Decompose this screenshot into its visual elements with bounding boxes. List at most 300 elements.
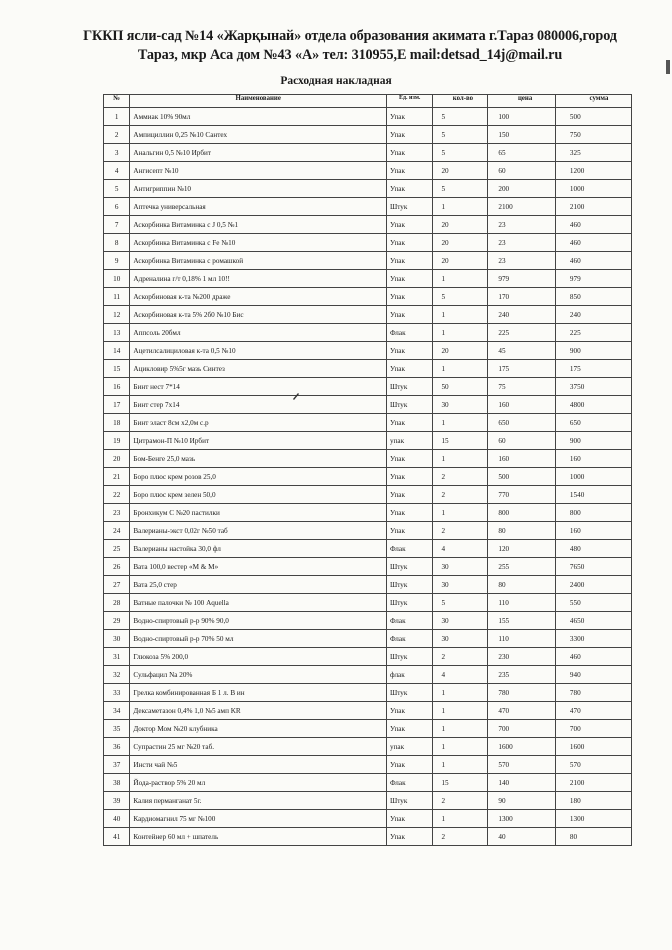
table-row [104,576,632,594]
cell-unit: Упак [386,252,432,270]
cell-qty: 2 [433,648,488,666]
table-row [104,774,632,792]
cell-num: 7 [104,216,130,234]
cell-unit: Штук [386,378,432,396]
cell-unit: Упак [386,720,432,738]
cell-unit: Упак [386,162,432,180]
cell-num: 2 [104,126,130,144]
cell-sum: 3300 [555,630,631,648]
cell-sum: 460 [555,216,631,234]
table-row [104,666,632,684]
cell-num: 11 [104,288,130,306]
cell-price: 1600 [488,738,556,756]
cell-unit: Упак [386,108,432,126]
cell-price: 470 [488,702,556,720]
cell-unit: Упак [386,306,432,324]
cell-price: 23 [488,234,556,252]
cell-sum: 225 [555,324,631,342]
cell-num: 14 [104,342,130,360]
cell-unit: Штук [386,198,432,216]
cell-price: 90 [488,792,556,810]
cell-name: Валерианы-экст 0,02г №50 таб [130,522,387,540]
table-row [104,396,632,414]
cell-name: Бинт нест 7*14 [130,378,387,396]
cell-price: 770 [488,486,556,504]
cell-num: 33 [104,684,130,702]
cell-price: 979 [488,270,556,288]
cell-num: 16 [104,378,130,396]
cell-price: 225 [488,324,556,342]
table-row [104,468,632,486]
cell-num: 1 [104,108,130,126]
table-row [104,540,632,558]
cell-name: Валерианы настойка 30,0 фл [130,540,387,558]
cell-unit: упак [386,432,432,450]
table-row [104,684,632,702]
cell-qty: 5 [433,180,488,198]
cell-name: Бом-Бенге 25,0 мазь [130,450,387,468]
cell-name: Контейнер 60 мл + шпатель [130,828,387,846]
cell-name: Аскорбинка Витаминка с ромашкой [130,252,387,270]
cell-num: 40 [104,810,130,828]
cell-price: 120 [488,540,556,558]
cell-unit: Флак [386,774,432,792]
table-row [104,162,632,180]
cell-sum: 700 [555,720,631,738]
cell-sum: 80 [555,828,631,846]
table-row [104,810,632,828]
cell-qty: 1 [433,360,488,378]
cell-qty: 2 [433,468,488,486]
cell-qty: 1 [433,270,488,288]
table-header-row [104,95,632,108]
table-row [104,216,632,234]
cell-price: 100 [488,108,556,126]
cell-num: 20 [104,450,130,468]
cell-sum: 940 [555,666,631,684]
table-row [104,558,632,576]
cell-unit: Упак [386,504,432,522]
cell-name: Аптечка универсальная [130,198,387,216]
cell-name: Бинт эласт 8см х2,0м с.р [130,414,387,432]
cell-name: Инсти чай №5 [130,756,387,774]
cell-num: 12 [104,306,130,324]
cell-price: 75 [488,378,556,396]
cell-qty: 5 [433,144,488,162]
table-row [104,414,632,432]
cell-price: 200 [488,180,556,198]
table-row [104,144,632,162]
table-row [104,720,632,738]
cell-qty: 1 [433,702,488,720]
cell-sum: 7650 [555,558,631,576]
cell-name: Боро плюс крем розов 25,0 [130,468,387,486]
cell-name: Ацикловир 5%5г мазь Синтез [130,360,387,378]
cell-price: 780 [488,684,556,702]
col-name-header: Наименование [130,95,387,108]
cell-sum: 500 [555,108,631,126]
col-number-header: № [104,95,130,108]
cell-sum: 800 [555,504,631,522]
cell-price: 235 [488,666,556,684]
cell-sum: 240 [555,306,631,324]
table-row [104,234,632,252]
cell-sum: 325 [555,144,631,162]
cell-sum: 480 [555,540,631,558]
cell-name: Боро плюс крем зелен 50,0 [130,486,387,504]
cell-name: Кардиомагнил 75 мг №100 [130,810,387,828]
cell-num: 17 [104,396,130,414]
cell-qty: 30 [433,396,488,414]
cell-qty: 1 [433,306,488,324]
cell-num: 19 [104,432,130,450]
cell-name: Ангисепт №10 [130,162,387,180]
cell-num: 36 [104,738,130,756]
cell-unit: Упак [386,144,432,162]
cell-qty: 1 [433,450,488,468]
table-row [104,486,632,504]
cell-qty: 20 [433,162,488,180]
cell-num: 27 [104,576,130,594]
table-row [104,738,632,756]
cell-name: Аскорбиновая к-та №200 драже [130,288,387,306]
cell-sum: 570 [555,756,631,774]
table-row [104,756,632,774]
table-row [104,702,632,720]
cell-price: 65 [488,144,556,162]
table-row [104,360,632,378]
table-row [104,648,632,666]
cell-qty: 1 [433,414,488,432]
scan-edge-mark [666,60,670,74]
cell-qty: 20 [433,342,488,360]
cell-sum: 2100 [555,198,631,216]
cell-qty: 4 [433,540,488,558]
cell-sum: 1200 [555,162,631,180]
cell-sum: 900 [555,342,631,360]
cell-price: 45 [488,342,556,360]
col-unit-header: Ед. изм. [386,95,432,108]
cell-num: 32 [104,666,130,684]
cell-qty: 2 [433,522,488,540]
cell-num: 22 [104,486,130,504]
cell-sum: 460 [555,234,631,252]
table-row [104,792,632,810]
table-row [104,522,632,540]
cell-unit: Упак [386,180,432,198]
cell-price: 570 [488,756,556,774]
cell-qty: 2 [433,828,488,846]
cell-num: 29 [104,612,130,630]
cell-price: 240 [488,306,556,324]
document-title: Расходная накладная [280,75,392,87]
cell-unit: Упак [386,756,432,774]
cell-sum: 180 [555,792,631,810]
cell-qty: 5 [433,288,488,306]
cell-price: 175 [488,360,556,378]
cell-qty: 50 [433,378,488,396]
table-row [104,180,632,198]
table-body [104,108,632,846]
cell-sum: 1300 [555,810,631,828]
cell-qty: 15 [433,432,488,450]
cell-name: Аскорбинка Витаминка с Fe №10 [130,234,387,252]
table-row [104,630,632,648]
cell-qty: 30 [433,630,488,648]
cell-price: 650 [488,414,556,432]
cell-num: 21 [104,468,130,486]
cell-price: 160 [488,450,556,468]
cell-num: 13 [104,324,130,342]
cell-num: 41 [104,828,130,846]
cell-unit: Упак [386,522,432,540]
cell-price: 150 [488,126,556,144]
col-qty-header: кол-во [433,95,488,108]
cell-num: 8 [104,234,130,252]
cell-num: 25 [104,540,130,558]
cell-sum: 460 [555,252,631,270]
cell-unit: Упак [386,450,432,468]
cell-sum: 160 [555,450,631,468]
cell-qty: 4 [433,666,488,684]
cell-sum: 780 [555,684,631,702]
cell-name: Анальгин 0,5 №10 Ирбит [130,144,387,162]
cell-unit: Упак [386,486,432,504]
table-row [104,504,632,522]
cell-qty: 30 [433,576,488,594]
cell-sum: 650 [555,414,631,432]
cell-unit: флак [386,666,432,684]
cell-qty: 20 [433,216,488,234]
cell-price: 80 [488,522,556,540]
col-price-header: цена [488,95,556,108]
cell-price: 155 [488,612,556,630]
cell-unit: Упак [386,216,432,234]
cell-sum: 3750 [555,378,631,396]
cell-unit: Штук [386,792,432,810]
cell-unit: Упак [386,234,432,252]
cell-num: 28 [104,594,130,612]
cell-qty: 20 [433,234,488,252]
cell-name: Вата 25,0 стер [130,576,387,594]
cell-name: Бинт стер 7х14 [130,396,387,414]
col-sum-header: сумма [555,95,631,108]
cell-qty: 30 [433,612,488,630]
cell-qty: 2 [433,486,488,504]
table-row [104,828,632,846]
table-row [104,198,632,216]
cell-qty: 5 [433,108,488,126]
cell-unit: Упак [386,468,432,486]
cell-unit: Флак [386,612,432,630]
cell-name: Аммиак 10% 90мл [130,108,387,126]
cell-num: 15 [104,360,130,378]
cell-qty: 1 [433,684,488,702]
cell-qty: 5 [433,594,488,612]
cell-qty: 5 [433,126,488,144]
cell-num: 9 [104,252,130,270]
cell-qty: 15 [433,774,488,792]
cell-num: 30 [104,630,130,648]
cell-num: 35 [104,720,130,738]
cell-qty: 2 [433,792,488,810]
cell-unit: Упак [386,288,432,306]
cell-name: Грелка комбинированная Б 1 л. В ин [130,684,387,702]
cell-price: 23 [488,252,556,270]
cell-qty: 1 [433,324,488,342]
cell-num: 38 [104,774,130,792]
cell-sum: 4650 [555,612,631,630]
table-row [104,252,632,270]
invoice-table [103,94,632,846]
cell-sum: 900 [555,432,631,450]
cell-unit: Флак [386,324,432,342]
cell-unit: Штук [386,594,432,612]
cell-sum: 2400 [555,576,631,594]
cell-num: 10 [104,270,130,288]
cell-price: 110 [488,594,556,612]
cell-sum: 1000 [555,468,631,486]
cell-qty: 1 [433,720,488,738]
cell-num: 4 [104,162,130,180]
table-row [104,270,632,288]
cell-price: 80 [488,576,556,594]
cell-num: 34 [104,702,130,720]
cell-unit: Штук [386,396,432,414]
cell-name: Бронхикум С №20 пастилки [130,504,387,522]
cell-name: Водно-спиртовый р-р 70% 50 мл [130,630,387,648]
cell-price: 500 [488,468,556,486]
cell-name: Водно-спиртовый р-р 90% 90,0 [130,612,387,630]
cell-unit: Упак [386,360,432,378]
cell-sum: 2100 [555,774,631,792]
cell-num: 37 [104,756,130,774]
cell-name: Доктор Мом №20 клубника [130,720,387,738]
ink-speck-mark [292,392,300,400]
cell-name: Йода-раствор 5% 20 мл [130,774,387,792]
cell-price: 2100 [488,198,556,216]
cell-name: Аппсоль 20бмл [130,324,387,342]
cell-num: 18 [104,414,130,432]
cell-unit: Упак [386,414,432,432]
cell-qty: 1 [433,738,488,756]
cell-sum: 979 [555,270,631,288]
cell-sum: 460 [555,648,631,666]
cell-num: 3 [104,144,130,162]
cell-qty: 1 [433,756,488,774]
cell-price: 110 [488,630,556,648]
cell-sum: 175 [555,360,631,378]
cell-sum: 470 [555,702,631,720]
cell-name: Аскорбиновая к-та 5% 2б0 №10 Бис [130,306,387,324]
cell-qty: 20 [433,252,488,270]
cell-name: Адреналина г/т 0,18% 1 мл 10!! [130,270,387,288]
cell-price: 60 [488,432,556,450]
cell-num: 39 [104,792,130,810]
cell-name: Вата 100,0 вестер «М & М» [130,558,387,576]
cell-price: 230 [488,648,556,666]
cell-unit: Упак [386,702,432,720]
cell-unit: Штук [386,558,432,576]
cell-num: 26 [104,558,130,576]
cell-sum: 1600 [555,738,631,756]
cell-price: 1300 [488,810,556,828]
cell-name: Дексаметазон 0,4% 1,0 №5 амп KR [130,702,387,720]
cell-name: Аскорбинка Витаминка с J 0,5 №1 [130,216,387,234]
organization-header [70,27,630,65]
cell-price: 800 [488,504,556,522]
table-row [104,288,632,306]
cell-name: Сульфацил Na 20% [130,666,387,684]
cell-name: Калия перманганат 5г. [130,792,387,810]
cell-unit: Флак [386,630,432,648]
cell-unit: упак [386,738,432,756]
cell-sum: 550 [555,594,631,612]
cell-sum: 160 [555,522,631,540]
table-row [104,126,632,144]
header-line-2: Тараз, мкр Аса дом №43 «А» тел: 310955,E mail:detsad_14j@mail.ru [137,47,563,63]
cell-unit: Упак [386,342,432,360]
table-row [104,378,632,396]
cell-price: 160 [488,396,556,414]
cell-unit: Флак [386,540,432,558]
cell-price: 23 [488,216,556,234]
table-row [104,306,632,324]
cell-price: 40 [488,828,556,846]
cell-num: 31 [104,648,130,666]
table-row [104,324,632,342]
cell-qty: 1 [433,198,488,216]
cell-num: 24 [104,522,130,540]
table-row [104,450,632,468]
table-row [104,342,632,360]
cell-name: Супрастин 25 мг №20 таб. [130,738,387,756]
cell-name: Цитрамон-П №10 Ирбит [130,432,387,450]
cell-num: 6 [104,198,130,216]
cell-num: 23 [104,504,130,522]
cell-price: 60 [488,162,556,180]
cell-sum: 850 [555,288,631,306]
cell-sum: 1000 [555,180,631,198]
cell-unit: Штук [386,684,432,702]
cell-num: 5 [104,180,130,198]
cell-price: 700 [488,720,556,738]
cell-price: 170 [488,288,556,306]
cell-name: Ватные палочки № 100 Aquella [130,594,387,612]
cell-name: Глюкоза 5% 200,0 [130,648,387,666]
table-row [104,432,632,450]
table-row [104,108,632,126]
cell-sum: 1540 [555,486,631,504]
cell-name: Ампициллин 0,25 №10 Сантех [130,126,387,144]
cell-unit: Штук [386,576,432,594]
cell-name: Ацетилсалициловая к-та 0,5 №10 [130,342,387,360]
cell-sum: 4800 [555,396,631,414]
cell-price: 140 [488,774,556,792]
cell-unit: Упак [386,126,432,144]
cell-unit: Упак [386,270,432,288]
cell-sum: 750 [555,126,631,144]
cell-unit: Упак [386,828,432,846]
cell-price: 255 [488,558,556,576]
table-row [104,612,632,630]
table-row [104,594,632,612]
cell-name: Антигриппин №10 [130,180,387,198]
cell-unit: Упак [386,810,432,828]
header-line-1: ГККП ясли-сад №14 «Жарқынай» отдела образования акимата г.Тараз 080006,город [83,28,617,44]
cell-qty: 1 [433,810,488,828]
cell-qty: 1 [433,504,488,522]
